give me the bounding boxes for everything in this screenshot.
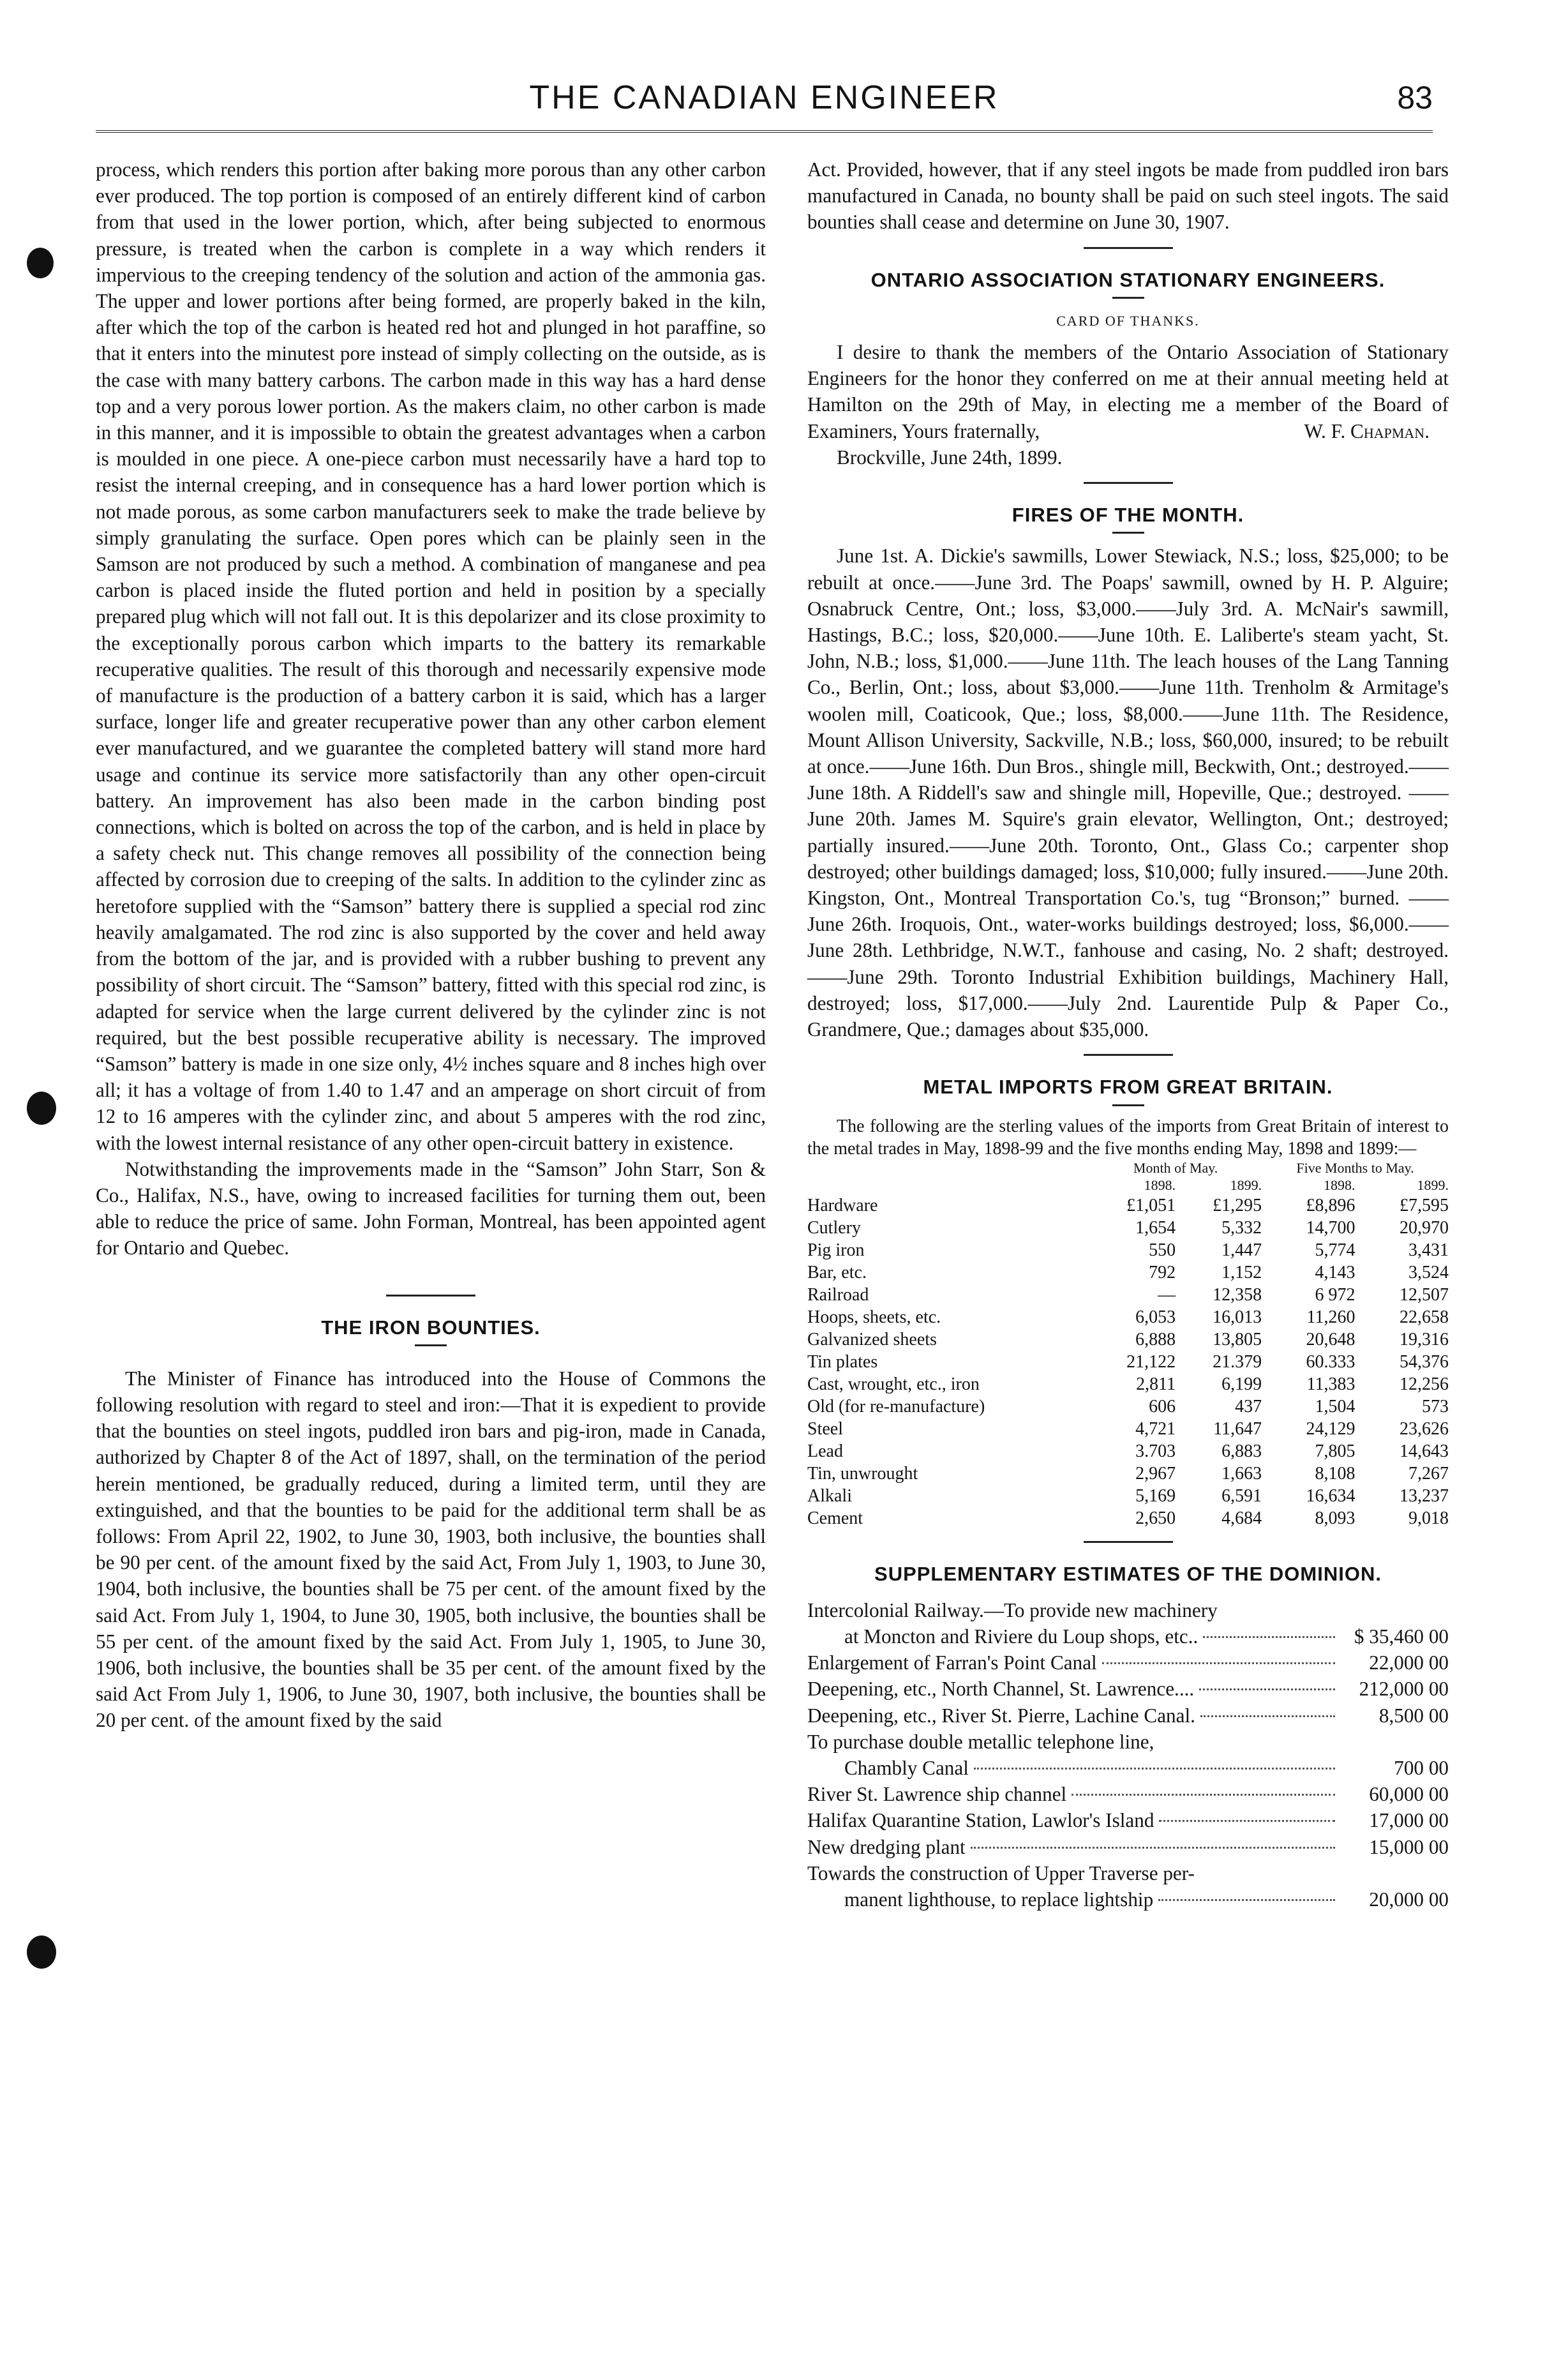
- estimate-amount: 17,000 00: [1369, 1809, 1449, 1832]
- left-column: [96, 156, 766, 1734]
- import-value-cell: 21.379: [1213, 1351, 1262, 1372]
- import-item-label: Hoops, sheets, etc.: [807, 1307, 941, 1327]
- binding-hole-mark: [27, 1092, 56, 1125]
- import-value-cell: 16,634: [1306, 1485, 1355, 1506]
- bounties-continued-text: Act. Provided, however, that if any steel ingots be made from puddled iron bars manufactured in Canada, no bounty shall be paid on such steel ingots. The said bounties shall cease and determine on June 30, 1907.: [807, 158, 1449, 234]
- table-row: [807, 1239, 1449, 1261]
- import-value-cell: 550: [1149, 1240, 1176, 1260]
- estimate-entry: To purchase double metallic telephone line, Chambly Canal 700 00: [807, 1729, 1449, 1781]
- fires-text: June 1st. A. Dickie's sawmills, Lower Stewiack, N.S.; loss, $25,000; to be rebuilt at once.——June 3rd. The Poaps' sawmill, owned by H. P. Alguire; Osnabruck Centre, Ont.; loss, $3,000.——July 3rd. A. McNair's sawmill, Hastings, B.C.; loss, $20,000.——June 10th. E. Laliberte's steam yacht, St. John, N.B.; loss, $1,000.——June 11th. The leach houses of the Lang Tanning Co., Berlin, Ont.; loss, about $3,000.——June 11th. Trenholm & Armitage's woolen mill, Coaticook, Que.; loss, $8,000.——June 11th. The Residence, Mount Allison University, Sackville, N.B.; loss, $60,000, insured; to be rebuilt at once.——June 16th. Dun Bros., shingle mill, Beckwith, Ont.; destroyed.——June 18th. A Riddell's saw and shingle mill, Hopeville, Que.; destroyed. ——June 20th. James M. Squire's grain elevator, Wellington, Ont.; destroyed; partially insured.——June 20th. Toronto, Ont., Glass Co.; carpenter shop destroyed; other buildings damaged; loss, $10,000; fully insured.——June 20th. Kingston, Ont., Montreal Transportation Co.'s, tug “Bronson;” burned. ——June 26th. Iroquois, Ont., water-works buildings destroyed; loss, $6,000.——June 28th. Lethbridge, N.W.T., fanhouse and casing, No. 2 shaft; destroyed.——June 29th. Toronto Industrial Exhibition buildings, Machinery Hall, destroyed; loss, $17,000.——July 2nd. Laurentide Pulp & Paper Co., Grandmere, Que.; damages about $35,000.: [807, 545, 1449, 1041]
- estimate-entry: Towards the construction of Upper Traverse per- manent lighthouse, to replace lightship 20,000 00: [807, 1860, 1449, 1913]
- metal-imports-table: [807, 1160, 1449, 1529]
- heading-underline: [1112, 1104, 1144, 1106]
- estimate-amount: $ 35,460 00: [1354, 1625, 1449, 1648]
- table-row: [807, 1351, 1449, 1373]
- import-item-label: Tin plates: [807, 1351, 878, 1372]
- import-item-label: Railroad: [807, 1284, 869, 1305]
- import-value-cell: 20,648: [1306, 1329, 1355, 1349]
- ontario-association-heading: ONTARIO ASSOCIATION STATIONARY ENGINEERS.: [870, 268, 1385, 291]
- estimate-amount: 60,000 00: [1369, 1783, 1449, 1806]
- import-value-cell: 1,663: [1221, 1463, 1262, 1484]
- import-value-cell: £1,295: [1213, 1195, 1262, 1215]
- import-value-cell: 16,013: [1213, 1307, 1262, 1327]
- import-value-cell: 54,376: [1400, 1351, 1449, 1372]
- import-item-label: Steel: [807, 1418, 843, 1439]
- import-item-label: Tin, unwrought: [807, 1463, 918, 1484]
- import-value-cell: 5,332: [1221, 1217, 1262, 1238]
- import-value-cell: 792: [1149, 1262, 1176, 1282]
- metal-imports-intro: The following are the sterling values of the imports from Great Britain of interest to the metal trades in May, 1898-99 and the five months ending May, 1898 and 1899:—: [807, 1116, 1449, 1159]
- estimate-amount: 15,000 00: [1369, 1835, 1449, 1858]
- year-header: 1898.: [1324, 1176, 1355, 1193]
- supplementary-estimates-list: [807, 1597, 1449, 1913]
- table-row: [807, 1395, 1449, 1418]
- section-divider: [1084, 1541, 1173, 1543]
- section-divider: [386, 1295, 475, 1296]
- import-value-cell: 6,591: [1221, 1485, 1262, 1506]
- estimate-entry: Deepening, etc., River St. Pierre, Lachine Canal. 8,500 00: [807, 1702, 1449, 1729]
- import-value-cell: 606: [1149, 1396, 1176, 1417]
- import-value-cell: 19,316: [1400, 1329, 1449, 1349]
- section-divider: [1084, 247, 1173, 249]
- import-value-cell: 6,888: [1135, 1329, 1176, 1349]
- import-value-cell: 7,267: [1408, 1463, 1449, 1484]
- import-value-cell: 11,383: [1306, 1374, 1355, 1394]
- table-row: [807, 1440, 1449, 1462]
- metal-imports-heading: METAL IMPORTS FROM GREAT BRITAIN.: [923, 1076, 1333, 1099]
- estimate-entry: Halifax Quarantine Station, Lawlor's Island 17,000 00: [807, 1807, 1449, 1833]
- metal-imports-rows: [807, 1194, 1449, 1529]
- estimate-amount: 212,000 00: [1359, 1678, 1449, 1701]
- import-value-cell: £7,595: [1400, 1195, 1449, 1215]
- table-row: [807, 1418, 1449, 1440]
- import-value-cell: 3.703: [1135, 1441, 1176, 1461]
- estimate-amount: 22,000 00: [1369, 1651, 1449, 1674]
- card-of-thanks-subheading: CARD OF THANKS.: [1056, 312, 1200, 329]
- heading-underline: [1112, 297, 1144, 299]
- import-value-cell: 20,970: [1400, 1217, 1449, 1238]
- import-value-cell: 11,647: [1213, 1418, 1262, 1439]
- fires-heading: FIRES OF THE MONTH.: [1012, 504, 1244, 527]
- table-row: [807, 1306, 1449, 1328]
- import-value-cell: 22,658: [1400, 1307, 1449, 1327]
- page-number: 83: [1397, 80, 1433, 116]
- import-item-label: Old (for re-manufacture): [807, 1396, 985, 1417]
- table-row: [807, 1194, 1449, 1217]
- import-value-cell: 12,358: [1213, 1284, 1262, 1305]
- import-item-label: Pig iron: [807, 1240, 865, 1260]
- right-column: [807, 156, 1449, 1913]
- card-of-thanks-text: I desire to thank the members of the Ontario Association of Stationary Engineers for the honor they conferred on me at their annual meeting held at Hamilton on the 29th of May, in electing me a member of the Board of Examiners, Yours fraternally,: [807, 341, 1449, 442]
- heading-underline: [1112, 532, 1144, 534]
- estimate-entry: Deepening, etc., North Channel, St. Lawrence.... 212,000 00: [807, 1676, 1449, 1702]
- import-item-label: Hardware: [807, 1195, 878, 1215]
- import-value-cell: 13,805: [1213, 1329, 1262, 1349]
- estimate-entry: Intercolonial Railway.—To provide new machinery at Moncton and Riviere du Loup shops, etc.. $ 35,460 00: [807, 1597, 1449, 1650]
- import-value-cell: 6 972: [1315, 1284, 1355, 1305]
- table-row: [807, 1217, 1449, 1239]
- estimate-entry: River St. Lawrence ship channel 60,000 00: [807, 1781, 1449, 1807]
- import-value-cell: 60.333: [1306, 1351, 1355, 1372]
- supplementary-estimates-heading: SUPPLEMENTARY ESTIMATES OF THE DOMINION.: [874, 1562, 1382, 1585]
- import-item-label: Cast, wrought, etc., iron: [807, 1374, 980, 1394]
- import-item-label: Alkali: [807, 1485, 852, 1506]
- estimate-entry: New dredging plant 15,000 00: [807, 1834, 1449, 1860]
- year-header: 1899.: [1417, 1176, 1449, 1193]
- import-value-cell: 2,967: [1135, 1463, 1176, 1484]
- import-value-cell: —: [1158, 1284, 1176, 1305]
- iron-bounties-text: The Minister of Finance has introduced into the House of Commons the following resolution with regard to steel and iron:—That it is expedient to provide that the bounties on steel ingots, puddled iron bars and pig-iron, made in Canada, authorized by Chapter 8 of the Act of 1897, shall, on the termination of the period herein mentioned, be gradually reduced, during a limited term, until they are extinguished, and that the bounties to be paid for the additional term shall be as follows: From April 22, 1902, to June 30, 1903, both inclusive, the bounties shall be 90 per cent. of the amount fixed by the said Act, From July 1, 1903, to June 30, 1904, both inclusive, the bounties shall be 75 per cent. of the amount fixed by the said Act. From July 1, 1904, to June 30, 1905, both inclusive, the bounties shall be 55 per cent. of the amount fixed by the said Act. From July 1, 1905, to June 30, 1906, both inclusive, the bounties shall be 35 per cent. of the amount fixed by the said Act From July 1, 1906, to June 30, 1907, both inclusive, the bounties shall be 20 per cent. of the amount fixed by the said: [96, 1367, 766, 1732]
- import-value-cell: 6,883: [1221, 1441, 1262, 1461]
- samson-battery-paragraph: process, which renders this portion after baking more porous than any other carbon ever produced. The top portion is composed of an entirely different kind of carbon from that used in the lower portion, which, after being subjected to enormous pressure, is treated when the carbon is complete in a way which renders it impervious to the creeping tendency of the solution and action of the ammonia gas. The upper and lower portions after being formed, are properly baked in the kiln, after which the top of the carbon is heated red hot and plunged in hot paraffine, so that it enters into the minutest pore instead of simply collecting on the outside, as is the case with many battery carbons. The carbon made in this way has a hard dense top and a very porous lower portion. As the makers claim, no other carbon is made in this manner, and it is impossible to obtain the greatest advantages when a carbon is moulded in one piece. A one-piece carbon must necessarily have a hard top to resist the internal creeping, and in consequence has a hard lower portion which is not made porous, as some carbon manufacturers seek to make the trade believe by simply granulating the surface. Open pores which can be plainly seen in the Samson are not produced by such a method. A combination of manganese and pea carbon is placed inside the fluted portion and held in position by a specially prepared plug which will not fall out. It is this depolarizer and its close proximity to the exceptionally porous carbon which imparts to the battery its remarkable recuperative qualities. The result of this thorough and necessarily expensive mode of manufacture is the production of a battery carbon it is said, which has a larger surface, longer life and greater recuperative power than any other carbon element ever manufactured, and we guarantee the completed battery will stand more hard usage and continue its service more satisfactorily than any other open-circuit battery. An improvement has also been made in the carbon binding post connections, which is bolted on across the top of the carbon, and is held in place by a safety check nut. This change removes all possibility of the connection being affected by corrosion due to creeping of the salts. In addition to the cylinder zinc as heretofore supplied with the “Samson” battery there is supplied a special rod zinc heavily amalgamated. The rod zinc is also supported by the cover and held away from the bottom of the jar, and is provided with a rubber bushing to prevent any possibility of short circuit. The “Samson” battery, fitted with this special rod zinc, is adapted for service when the large current delivered by the cylinder zinc is not required, but the best possible recuperative ability is necessary. The improved “Samson” battery is made in one size only, 4½ inches square and 8 inches high over all; it has a voltage of from 1.40 to 1.47 and an amperage on short circuit of from 12 to 16 amperes with the cylinder zinc, and about 5 amperes with the rod zinc, with the lowest internal resistance of any other open-circuit battery in existence.: [96, 158, 766, 1154]
- import-value-cell: 5,169: [1135, 1485, 1176, 1506]
- import-value-cell: £1,051: [1126, 1195, 1176, 1215]
- import-value-cell: 6,199: [1221, 1374, 1262, 1394]
- import-value-cell: 1,447: [1221, 1240, 1262, 1260]
- import-item-label: Bar, etc.: [807, 1262, 867, 1282]
- column-group-five-months: Five Months to May.: [1296, 1159, 1414, 1176]
- table-row: [807, 1373, 1449, 1395]
- binding-hole-mark: [27, 1935, 56, 1969]
- import-item-label: Lead: [807, 1441, 843, 1461]
- import-value-cell: 4,684: [1221, 1508, 1262, 1528]
- import-value-cell: 1,654: [1135, 1217, 1176, 1238]
- import-value-cell: 23,626: [1400, 1418, 1449, 1439]
- section-divider: [1084, 482, 1173, 484]
- iron-bounties-heading: THE IRON BOUNTIES.: [321, 1316, 541, 1339]
- card-dateline: Brockville, June 24th, 1899.: [837, 446, 1063, 469]
- year-header: 1898.: [1144, 1176, 1176, 1193]
- estimate-amount: 700 00: [1394, 1756, 1449, 1779]
- import-value-cell: 14,643: [1400, 1441, 1449, 1461]
- import-value-cell: 2,650: [1135, 1508, 1176, 1528]
- import-value-cell: 437: [1235, 1396, 1262, 1417]
- import-value-cell: 3,431: [1408, 1240, 1449, 1260]
- import-value-cell: 6,053: [1135, 1307, 1176, 1327]
- estimate-entry: Enlargement of Farran's Point Canal 22,000 00: [807, 1650, 1449, 1676]
- import-value-cell: 8,108: [1315, 1463, 1355, 1484]
- estimate-amount: 20,000 00: [1369, 1888, 1449, 1911]
- import-value-cell: 9,018: [1408, 1508, 1449, 1528]
- import-value-cell: 4,721: [1135, 1418, 1176, 1439]
- samson-price-paragraph: Notwithstanding the improvements made in the “Samson” John Starr, Son & Co., Halifax, N.S., have, owing to increased facilities for turning them out, been able to reduce the price of same. John Forman, Montreal, has been appointed agent for Ontario and Quebec.: [96, 1157, 766, 1259]
- import-value-cell: 12,256: [1400, 1374, 1449, 1394]
- table-row: [807, 1507, 1449, 1529]
- import-item-label: Cement: [807, 1508, 863, 1528]
- section-divider: [1084, 1054, 1173, 1056]
- import-value-cell: 12,507: [1400, 1284, 1449, 1305]
- heading-underline: [415, 1344, 447, 1346]
- card-signature: W. F. Chapman.: [1304, 419, 1430, 442]
- import-value-cell: 14,700: [1306, 1217, 1355, 1238]
- import-item-label: Galvanized sheets: [807, 1329, 937, 1349]
- column-group-month: Month of May.: [1133, 1159, 1218, 1176]
- estimate-amount: 8,500 00: [1378, 1704, 1449, 1727]
- import-value-cell: 8,093: [1315, 1508, 1355, 1528]
- import-value-cell: 21,122: [1126, 1351, 1176, 1372]
- import-value-cell: 7,805: [1315, 1441, 1355, 1461]
- table-row: [807, 1485, 1449, 1507]
- import-value-cell: £8,896: [1306, 1195, 1355, 1215]
- import-value-cell: 3,524: [1408, 1262, 1449, 1282]
- import-value-cell: 11,260: [1306, 1307, 1355, 1327]
- import-value-cell: 13,237: [1400, 1485, 1449, 1506]
- import-value-cell: 5,774: [1315, 1240, 1355, 1260]
- binding-hole-mark: [27, 248, 54, 278]
- table-row: [807, 1462, 1449, 1485]
- import-value-cell: 573: [1422, 1396, 1449, 1417]
- page-header: [96, 75, 1433, 133]
- import-item-label: Cutlery: [807, 1217, 861, 1238]
- import-value-cell: 24,129: [1306, 1418, 1355, 1439]
- table-row: [807, 1284, 1449, 1306]
- journal-title: THE CANADIAN ENGINEER: [529, 79, 999, 116]
- table-row: [807, 1328, 1449, 1351]
- import-value-cell: 2,811: [1136, 1374, 1176, 1394]
- import-value-cell: 4,143: [1315, 1262, 1355, 1282]
- import-value-cell: 1,152: [1221, 1262, 1262, 1282]
- table-row: [807, 1261, 1449, 1284]
- year-header: 1899.: [1230, 1176, 1262, 1193]
- import-value-cell: 1,504: [1315, 1396, 1355, 1417]
